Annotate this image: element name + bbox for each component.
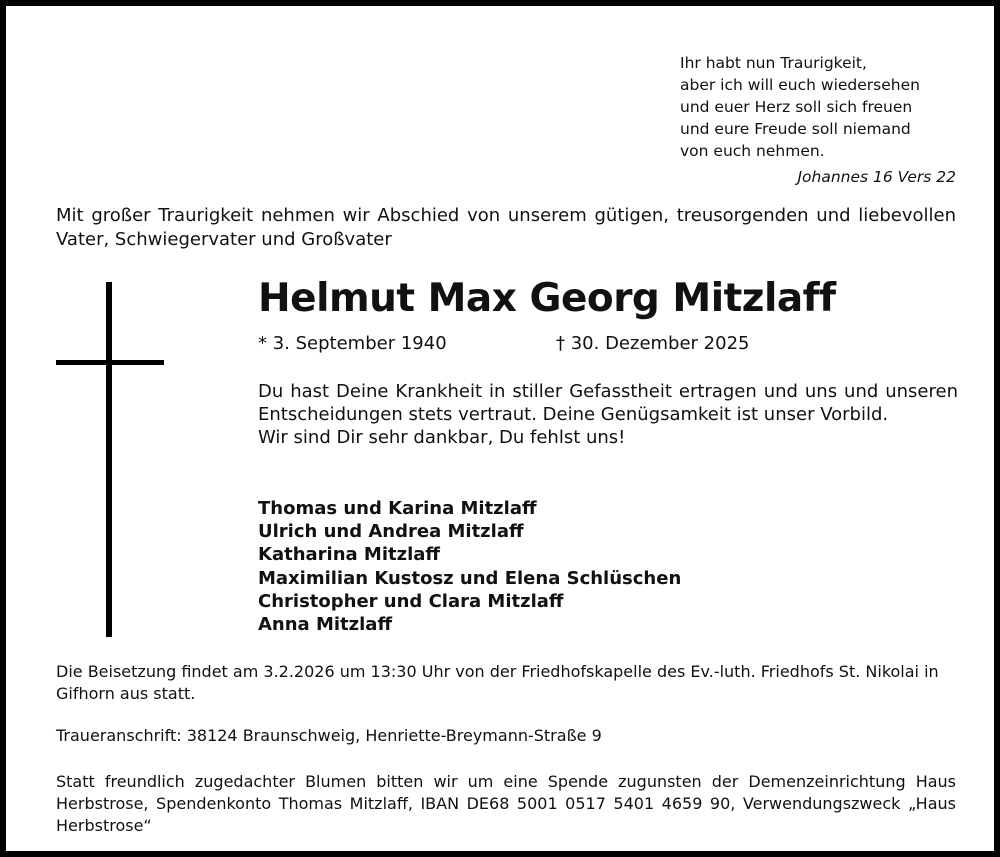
mourner-name: Christopher und Clara Mitzlaff [258, 590, 564, 612]
mourner-name: Katharina Mitzlaff [258, 544, 440, 566]
cross-icon [56, 282, 164, 637]
cross-vertical-bar [106, 282, 112, 637]
mourner-name: Thomas und Karina Mitzlaff [258, 498, 537, 519]
verse-line: von euch nehmen. [680, 142, 825, 160]
donation-request: Statt freundlich zugedachter Blumen bitten wir um eine Spende zugunsten der Demenzeinrichtung Haus Herbstrose, Spendenkonto Thomas Mitzlaff, IBAN DE68 5001 0517 5401 4659 90, Verwendungszweck „Haus Herbstrose“ [56, 772, 956, 835]
mourner-name: Ulrich und Andrea Mitzlaff [258, 521, 524, 543]
mourner-name: Anna Mitzlaff [258, 614, 393, 636]
intro-text: Mit großer Traurigkeit nehmen wir Abschied von unserem gütigen, treusorgenden und liebevollen Vater, Schwiegervater und Großvater [56, 205, 956, 250]
mourners-list [258, 497, 958, 636]
message-paragraph: Du hast Deine Krankheit in stiller Gefasstheit ertragen und uns und unseren Entscheidungen stets vertraut. Deine Genügsamkeit ist unser Vorbild. [258, 381, 958, 425]
farewell-message [258, 380, 958, 449]
death-date: † 30. Dezember 2025 [556, 333, 750, 354]
mourner-name: Maximilian Kustosz und Elena Schlüschen [258, 567, 682, 589]
deceased-name: Helmut Max Georg Mitzlaff [258, 276, 836, 321]
verse-source: Johannes 16 Vers 22 [797, 168, 956, 186]
message-thanks: Wir sind Dir sehr dankbar, Du fehlst uns! [258, 427, 626, 448]
verse-line: Ihr habt nun Traurigkeit, [680, 54, 867, 72]
mourning-address: Traueranschrift: 38124 Braunschweig, Henriette-Breymann-Straße 9 [56, 726, 602, 745]
verse-line: aber ich will euch wiedersehen [680, 76, 920, 94]
verse-line: und euer Herz soll sich freuen [680, 98, 913, 116]
burial-info: Die Beisetzung findet am 3.2.2026 um 13:30 Uhr von der Friedhofskapelle des Ev.-luth. Friedhofs St. Nikolai in Gifhorn aus statt. [56, 662, 939, 703]
bible-verse [680, 52, 960, 188]
cross-horizontal-bar [56, 360, 164, 365]
birth-date: * 3. September 1940 [258, 333, 447, 354]
verse-line: und eure Freude soll niemand [680, 120, 911, 138]
